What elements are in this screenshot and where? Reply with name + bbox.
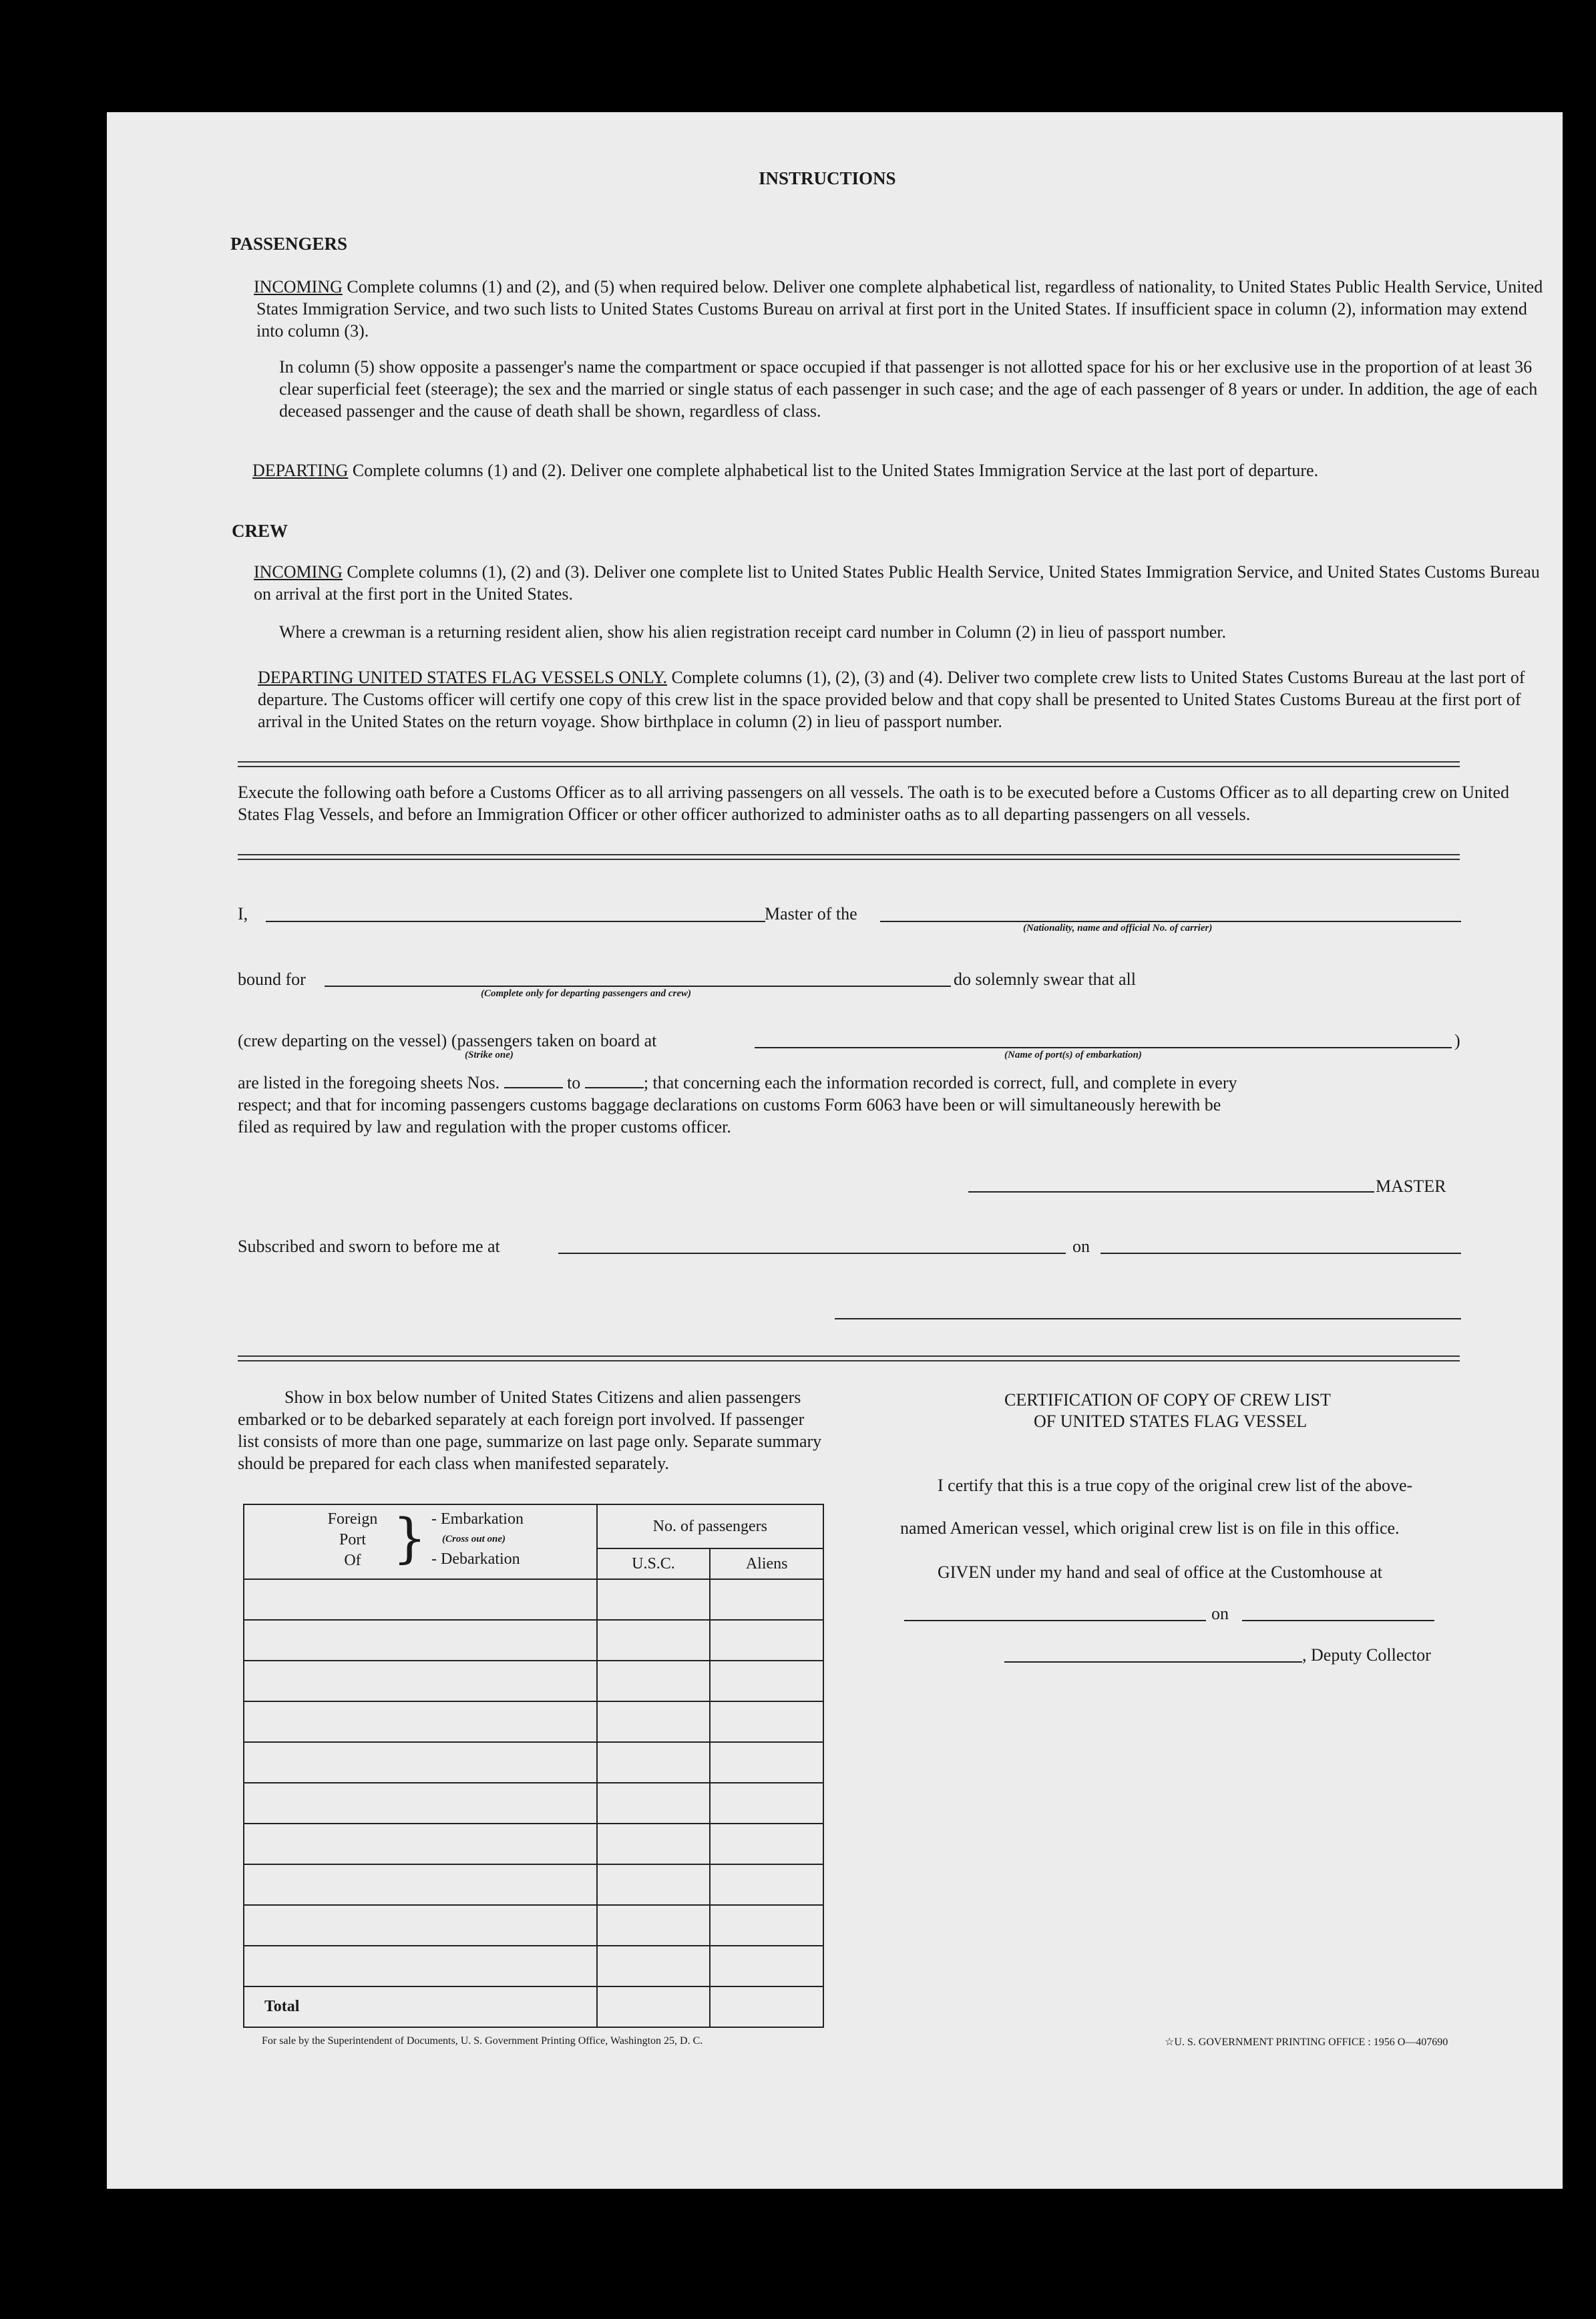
port-hint: (Name of port(s) of embarkation) [1004,1050,1142,1060]
aliens-cell[interactable] [710,1742,823,1783]
aliens-cell[interactable] [710,1579,823,1620]
carrier-field[interactable] [880,921,1461,922]
total-row [244,1986,823,2027]
aliens-cell[interactable] [710,1661,823,1701]
divider [238,1355,1460,1361]
aliens-header: Aliens [710,1548,823,1579]
table-row [244,1905,823,1946]
total-aliens-cell[interactable] [710,1986,823,2027]
sworn-place-field[interactable] [558,1253,1066,1254]
bound-for-label: bound for [238,970,306,989]
passengers-column5: In column (5) show opposite a passenger's name the compartment or space occupied if that passenger is not allotted space for his or her exclusive use in the proportion of at least 36 clear superficial feet (steerage); the sex and the married or single status of each passenger in such case; and the age of each passenger of 8 years or under. In addition, the age of each deceased passenger and the cause of death shall be shown, regardless of class. [279,357,1538,421]
bound-for-field[interactable] [325,986,951,987]
cross-out-hint: (Cross out one) [442,1534,506,1544]
foreign-port-header [244,1504,597,1579]
crew-departing-label: (crew departing on the vessel) (passengers taken on board at [238,1031,657,1050]
table-row [244,1701,823,1742]
certification-title-2: OF UNITED STATES FLAG VESSEL [1034,1412,1308,1431]
debarkation-label: - Debarkation [431,1550,520,1568]
crew-incoming-text: Complete columns (1), (2) and (3). Deliver one complete list to United States Public Health Service, United States Immigration Service, and United States Customs Bureau on arrival at the first port in the United States. [254,562,1540,604]
usc-cell[interactable] [597,1579,711,1620]
complete-hint: (Complete only for departing passengers and crew) [481,988,691,999]
aliens-cell[interactable] [710,1620,823,1661]
officer-signature-field[interactable] [835,1318,1461,1319]
passengers-heading: PASSENGERS [230,234,348,254]
port-cell[interactable] [244,1824,597,1864]
master-name-field[interactable] [266,921,765,922]
usc-cell[interactable] [597,1946,711,1986]
table-row [244,1946,823,1986]
listed-to: to [567,1073,581,1092]
passengers-departing [252,459,1548,481]
certification-title-1: CERTIFICATION OF COPY OF CREW LIST [1004,1390,1331,1410]
passengers-incoming-label: INCOMING [254,277,343,296]
listed-a: are listed in the foregoing sheets Nos. [238,1073,500,1092]
sheet-from-field[interactable] [504,1087,563,1088]
summary-text: Show in box below number of United States Citizens and alien passengers embarked or to be debarked separately at each foreign port involved. If passenger list consists of more than one page, summarize on last page only. Separate summary should be prepared for each class when manifested separately. [238,1388,822,1473]
of-label: Of [344,1552,361,1569]
crew-heading: CREW [232,521,288,541]
listed-line-a [238,1072,1237,1094]
certification-line-3: GIVEN under my hand and seal of office at the Customhouse at [938,1562,1382,1582]
table-row [244,1783,823,1824]
certification-line-1: I certify that this is a true copy of the original crew list of the above- [938,1476,1413,1495]
port-cell[interactable] [244,1579,597,1620]
port-cell[interactable] [244,1905,597,1946]
usc-cell[interactable] [597,1864,711,1905]
oath-i-label: I, [238,904,248,923]
passengers-departing-text: Complete columns (1) and (2). Deliver one complete alphabetical list to the United States Immigration Service at the last port of departure. [352,461,1319,480]
sheet-to-field[interactable] [585,1087,644,1088]
table-row [244,1824,823,1864]
passengers-incoming-text: Complete columns (1) and (2), and (5) when required below. Deliver one complete alphabetical list, regardless of nationality, to United States Public Health Service, United States Immigration Service, and two such lists to United States Customs Bureau on arrival at first port in the United States. If insufficient space in column (2), information may extend into column (3). [256,277,1543,341]
no-passengers-header: No. of passengers [597,1504,823,1548]
table-header-row [244,1504,823,1548]
total-usc-cell[interactable] [597,1986,711,2027]
subscribed-label: Subscribed and sworn to before me at [238,1237,500,1256]
usc-cell[interactable] [597,1905,711,1946]
swear-label: do solemnly swear that all [954,970,1136,989]
embarkation-label: - Embarkation [431,1510,524,1528]
usc-cell[interactable] [597,1783,711,1824]
embarkation-port-field[interactable] [755,1047,1452,1048]
port-cell[interactable] [244,1742,597,1783]
master-of-label: Master of the [765,904,857,923]
listed-c: respect; and that for incoming passengers customs baggage declarations on customs Form 6063 have been or will simultaneously herewith be [238,1095,1221,1114]
passenger-summary-table [243,1504,824,2028]
port-cell[interactable] [244,1783,597,1824]
table-row [244,1620,823,1661]
aliens-cell[interactable] [710,1701,823,1742]
certification-date-field[interactable] [1242,1620,1434,1621]
crew-departing [258,666,1547,732]
port-cell[interactable] [244,1946,597,1986]
strike-hint: (Strike one) [465,1050,514,1060]
crew-incoming [254,561,1549,605]
divider [238,761,1460,767]
aliens-cell[interactable] [710,1783,823,1824]
usc-cell[interactable] [597,1824,711,1864]
table-row [244,1864,823,1905]
crew-resident: Where a crewman is a returning resident alien, show his alien registration receipt card number in Column (2) in lieu of passport number. [279,622,1227,642]
sworn-on-label: on [1072,1237,1090,1256]
nationality-hint: (Nationality, name and official No. of carrier) [1023,923,1213,933]
table-row [244,1742,823,1783]
usc-cell[interactable] [597,1742,711,1783]
usc-header: U.S.C. [597,1548,711,1579]
deputy-collector-label: , Deputy Collector [1302,1645,1431,1665]
listed-d: filed as required by law and regulation with the proper customs officer. [238,1117,731,1136]
page-title: INSTRUCTIONS [759,168,896,188]
port-label: Port [339,1531,366,1548]
certification-on-label: on [1211,1604,1229,1623]
passengers-departing-label: DEPARTING [252,461,349,480]
deputy-collector-field[interactable] [1004,1661,1302,1663]
aliens-cell[interactable] [710,1905,823,1946]
customhouse-field[interactable] [904,1620,1206,1621]
total-label: Total [244,1986,597,2027]
table-row [244,1661,823,1701]
close-paren: ) [1454,1031,1460,1050]
master-label: MASTER [1376,1177,1446,1196]
crew-departing-label: DEPARTING UNITED STATES FLAG VESSELS ONLY. [258,668,667,687]
master-signature-field[interactable] [968,1191,1374,1193]
crew-departing-text: Complete columns (1), (2), (3) and (4). Deliver two complete crew lists to United States Customs Bureau at the last port of departure. The Customs officer will certify one copy of this crew list in the space provided below and that copy shall be presented to United States Customs Bureau at the first port of arrival in the United States on the return voyage. Show birthplace in column (2) in lieu of passport number. [258,668,1525,731]
usc-cell[interactable] [597,1701,711,1742]
passengers-incoming [256,276,1552,342]
sworn-date-field[interactable] [1101,1253,1461,1254]
aliens-cell[interactable] [710,1824,823,1864]
summary-rows [244,1579,823,1986]
foreign-label: Foreign [327,1510,378,1528]
listed-b: ; that concerning each the information recorded is correct, full, and complete in every [643,1073,1237,1092]
oath-instruction: Execute the following oath before a Customs Officer as to all arriving passengers on all vessels. The oath is to be executed before a Customs Officer as to all departing crew on United States Flag Vessels, and before an Immigration Officer or other officer authorized to administer oaths as to all departing passengers on all vessels. [238,783,1509,824]
port-cell[interactable] [244,1864,597,1905]
usc-cell[interactable] [597,1661,711,1701]
divider [238,854,1460,860]
port-cell[interactable] [244,1620,597,1661]
footer-right: ☆U. S. GOVERNMENT PRINTING OFFICE : 1956 O—407690 [1165,2037,1448,2048]
footer-left: For sale by the Superintendent of Documents, U. S. Government Printing Office, Washington 25, D. C. [262,2035,703,2047]
table-row [244,1579,823,1620]
port-cell[interactable] [244,1701,597,1742]
aliens-cell[interactable] [710,1946,823,1986]
crew-incoming-label: INCOMING [254,562,343,582]
usc-cell[interactable] [597,1620,711,1661]
bleed-through [1382,2115,1393,2135]
certification-line-2: named American vessel, which original crew list is on file in this office. [900,1518,1400,1538]
brace: } [393,1507,427,1569]
aliens-cell[interactable] [710,1864,823,1905]
port-cell[interactable] [244,1661,597,1701]
